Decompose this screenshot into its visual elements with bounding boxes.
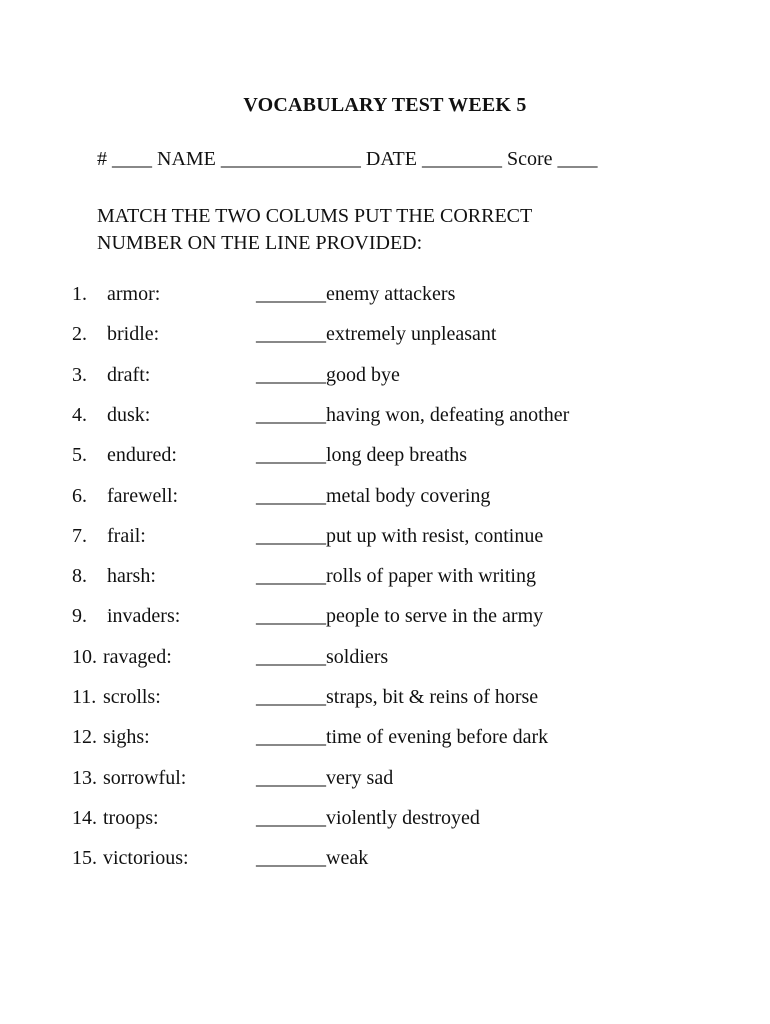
- definition-with-blank: [256, 485, 490, 508]
- list-item: [0, 807, 770, 833]
- definition-with-blank: [256, 565, 536, 588]
- list-item: [0, 726, 770, 752]
- definition-with-blank: [256, 807, 480, 830]
- vocabulary-term: troops:: [103, 807, 159, 829]
- vocabulary-term: scrolls:: [103, 686, 161, 708]
- vocabulary-term: dusk:: [107, 404, 151, 426]
- answer-blank[interactable]: _______: [256, 646, 326, 668]
- answer-blank[interactable]: _______: [256, 283, 326, 305]
- definition: rolls of paper with writing: [326, 565, 536, 587]
- definition-with-blank: [256, 444, 467, 467]
- vocabulary-term: victorious:: [103, 847, 189, 869]
- item-number: 12.: [72, 726, 97, 748]
- answer-blank[interactable]: _______: [256, 404, 326, 426]
- answer-blank[interactable]: _______: [256, 485, 326, 507]
- list-item: [0, 485, 770, 511]
- answer-blank[interactable]: _______: [256, 807, 326, 829]
- answer-blank[interactable]: _______: [256, 605, 326, 627]
- list-item: [0, 565, 770, 591]
- instructions-line-2: NUMBER ON THE LINE PROVIDED:: [97, 232, 423, 254]
- vocabulary-term: sighs:: [103, 726, 150, 748]
- definition: violently destroyed: [326, 807, 480, 829]
- vocabulary-term: frail:: [107, 525, 146, 547]
- definition: extremely unpleasant: [326, 323, 497, 345]
- list-item: [0, 525, 770, 551]
- list-item: [0, 364, 770, 390]
- item-number: 9.: [72, 605, 87, 627]
- definition: very sad: [326, 767, 394, 789]
- item-number: 3.: [72, 364, 87, 386]
- test-title: VOCABULARY TEST WEEK 5: [243, 94, 527, 116]
- definition-with-blank: [256, 847, 368, 870]
- definition-with-blank: [256, 364, 400, 387]
- definition: enemy attackers: [326, 283, 456, 305]
- vocabulary-term: bridle:: [107, 323, 160, 345]
- vocabulary-term: armor:: [107, 283, 161, 305]
- definition: time of evening before dark: [326, 726, 549, 748]
- definition-with-blank: [256, 686, 538, 709]
- item-number: 4.: [72, 404, 87, 426]
- answer-blank[interactable]: _______: [256, 847, 326, 869]
- list-item: [0, 323, 770, 349]
- list-item: [0, 686, 770, 712]
- vocabulary-term: ravaged:: [103, 646, 172, 668]
- list-item: [0, 283, 770, 309]
- list-item: [0, 444, 770, 470]
- vocabulary-term: endured:: [107, 444, 177, 466]
- list-item: [0, 404, 770, 430]
- item-number: 8.: [72, 565, 87, 587]
- definition-with-blank: [256, 646, 388, 669]
- definition-with-blank: [256, 323, 497, 346]
- student-info-line: # ____ NAME ______________ DATE ________ Score ____: [97, 148, 598, 170]
- item-number: 7.: [72, 525, 87, 547]
- definition: long deep breaths: [326, 444, 468, 466]
- definition: metal body covering: [326, 485, 491, 507]
- definition: straps, bit & reins of horse: [326, 686, 539, 708]
- item-number: 11.: [72, 686, 97, 708]
- definition: good bye: [326, 364, 400, 386]
- vocabulary-term: invaders:: [107, 605, 181, 627]
- definition: people to serve in the army: [326, 605, 544, 627]
- item-number: 15.: [72, 847, 97, 869]
- list-item: [0, 646, 770, 672]
- definition-with-blank: [256, 283, 455, 306]
- vocabulary-term: harsh:: [107, 565, 156, 587]
- answer-blank[interactable]: _______: [256, 686, 326, 708]
- answer-blank[interactable]: _______: [256, 364, 326, 386]
- item-number: 14.: [72, 807, 97, 829]
- definition-with-blank: [256, 767, 393, 790]
- item-number: 1.: [72, 283, 87, 305]
- answer-blank[interactable]: _______: [256, 323, 326, 345]
- item-number: 10.: [72, 646, 97, 668]
- vocabulary-term: farewell:: [107, 485, 179, 507]
- definition-with-blank: [256, 726, 548, 749]
- instructions-line-1: MATCH THE TWO COLUMS PUT THE CORRECT: [97, 205, 533, 227]
- definition: put up with resist, continue: [326, 525, 544, 547]
- vocabulary-term: draft:: [107, 364, 151, 386]
- definition: soldiers: [326, 646, 389, 668]
- definition: weak: [326, 847, 369, 869]
- answer-blank[interactable]: _______: [256, 444, 326, 466]
- definition: having won, defeating another: [326, 404, 570, 426]
- list-item: [0, 847, 770, 873]
- item-number: 5.: [72, 444, 87, 466]
- answer-blank[interactable]: _______: [256, 767, 326, 789]
- item-number: 6.: [72, 485, 87, 507]
- answer-blank[interactable]: _______: [256, 726, 326, 748]
- list-item: [0, 605, 770, 631]
- list-item: [0, 767, 770, 793]
- item-number: 2.: [72, 323, 87, 345]
- definition-with-blank: [256, 525, 543, 548]
- definition-with-blank: [256, 404, 569, 427]
- definition-with-blank: [256, 605, 543, 628]
- answer-blank[interactable]: _______: [256, 525, 326, 547]
- item-number: 13.: [72, 767, 97, 789]
- vocabulary-term: sorrowful:: [103, 767, 187, 789]
- answer-blank[interactable]: _______: [256, 565, 326, 587]
- instructions: [97, 203, 697, 257]
